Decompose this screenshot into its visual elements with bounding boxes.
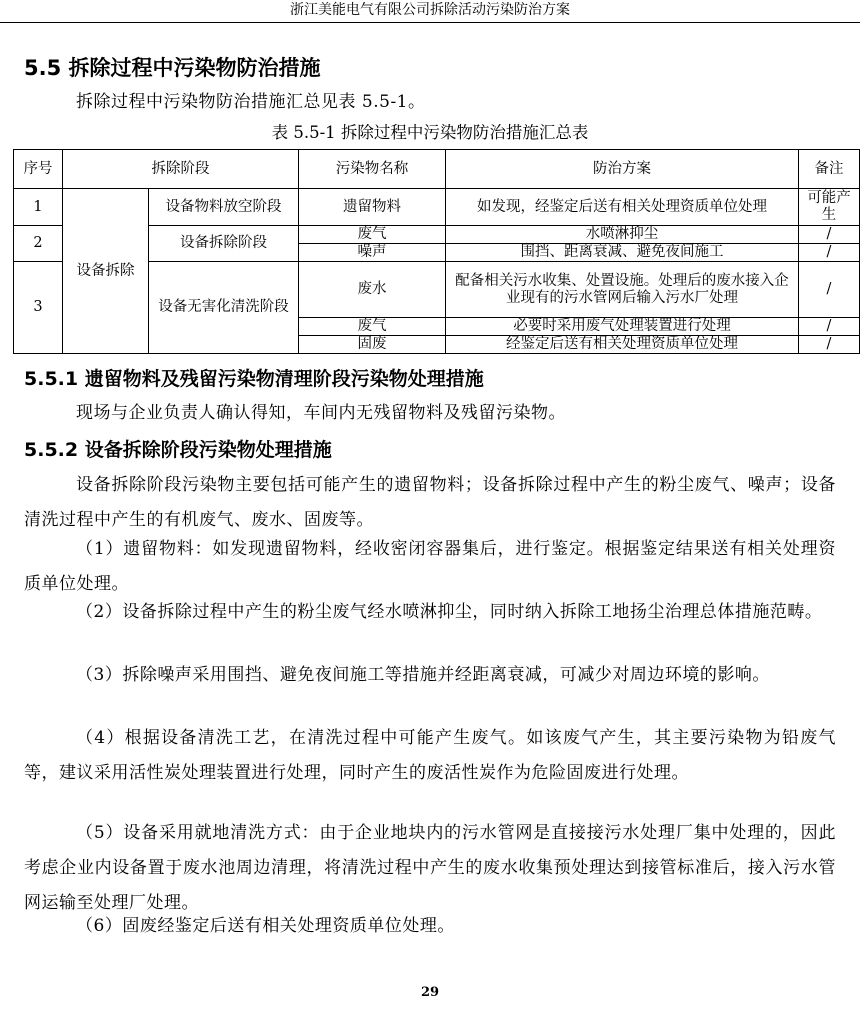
section-intro: 拆除过程中污染物防治措施汇总见表 5.5-1。 bbox=[76, 92, 426, 112]
table-caption: 表 5.5-1 拆除过程中污染物防治措施汇总表 bbox=[271, 123, 589, 142]
header-stage: 拆除阶段 bbox=[63, 150, 299, 189]
cell-plan: 经鉴定后送有相关处理资质单位处理 bbox=[446, 336, 799, 354]
cell-substage: 设备无害化清洗阶段 bbox=[149, 262, 299, 354]
cell-remark: 可能产生 bbox=[799, 189, 860, 226]
cell-remark: / bbox=[799, 226, 860, 244]
cell-remark: / bbox=[799, 244, 860, 262]
cell-plan: 必要时采用废气处理装置进行处理 bbox=[446, 318, 799, 336]
cell-pollutant: 废气 bbox=[299, 226, 446, 244]
paragraph: （3）拆除噪声采用围挡、避免夜间施工等措施并经距离衰减，可减少对周边环境的影响。 bbox=[76, 665, 770, 685]
cell-plan: 围挡、距离衰减、避免夜间施工 bbox=[446, 244, 799, 262]
page-header: 浙江美能电气有限公司拆除活动污染防治方案 bbox=[0, 0, 860, 23]
cell-remark: / bbox=[799, 336, 860, 354]
cell-remark: / bbox=[799, 262, 860, 318]
section-title: 5.5 拆除过程中污染物防治措施 bbox=[24, 56, 321, 80]
cell-no: 3 bbox=[14, 262, 63, 354]
cell-pollutant: 废气 bbox=[299, 318, 446, 336]
paragraph: （5）设备采用就地清洗方式：由于企业地块内的污水管网是直接接污水处理厂集中处理的，因此考虑企业内设备置于废水池周边清理，将清洗过程中产生的废水收集预处理达到接管标准后，接入污水管网运输至处理厂处理。 bbox=[24, 823, 836, 913]
header-pollutant: 污染物名称 bbox=[299, 150, 446, 189]
summary-table bbox=[13, 149, 860, 354]
paragraph: 设备拆除阶段污染物主要包括可能产生的遗留物料；设备拆除过程中产生的粉尘废气、噪声；设备清洗过程中产生的有机废气、废水、固废等。 bbox=[24, 475, 836, 530]
paragraph: 现场与企业负责人确认得知，车间内无残留物料及残留污染物。 bbox=[76, 403, 566, 423]
paragraph: （2）设备拆除过程中产生的粉尘废气经水喷淋抑尘，同时纳入拆除工地扬尘治理总体措施范畴。 bbox=[76, 602, 823, 622]
header-remark: 备注 bbox=[799, 150, 860, 189]
header-plan: 防治方案 bbox=[446, 150, 799, 189]
cell-plan: 水喷淋抑尘 bbox=[446, 226, 799, 244]
cell-substage: 设备拆除阶段 bbox=[149, 226, 299, 262]
paragraph: （1）遗留物料：如发现遗留物料，经收密闭容器集后，进行鉴定。根据鉴定结果送有相关处理资质单位处理。 bbox=[24, 539, 836, 594]
table-header-row bbox=[14, 150, 860, 189]
cell-pollutant: 固废 bbox=[299, 336, 446, 354]
cell-pollutant: 遗留物料 bbox=[299, 189, 446, 226]
cell-no: 2 bbox=[14, 226, 63, 262]
cell-plan: 配备相关污水收集、处置设施。处理后的废水接入企业现有的污水管网后输入污水厂处理 bbox=[446, 262, 799, 318]
paragraph: （4）根据设备清洗工艺，在清洗过程中可能产生废气。如该废气产生，其主要污染物为铅废气等，建议采用活性炭处理装置进行处理，同时产生的废活性炭作为危险固废进行处理。 bbox=[24, 728, 836, 783]
subsection-title: 5.5.2 设备拆除阶段污染物处理措施 bbox=[24, 439, 332, 461]
paragraph: （6）固废经鉴定后送有相关处理资质单位处理。 bbox=[76, 916, 455, 936]
cell-no: 1 bbox=[14, 189, 63, 226]
page-number: 29 bbox=[420, 985, 440, 1000]
cell-substage: 设备物料放空阶段 bbox=[149, 189, 299, 226]
cell-stage-group: 设备拆除 bbox=[63, 189, 149, 354]
subsection-title: 5.5.1 遗留物料及残留污染物清理阶段污染物处理措施 bbox=[24, 368, 484, 390]
table-row bbox=[14, 189, 860, 226]
cell-pollutant: 噪声 bbox=[299, 244, 446, 262]
cell-remark: / bbox=[799, 318, 860, 336]
header-no: 序号 bbox=[14, 150, 63, 189]
cell-plan: 如发现，经鉴定后送有相关处理资质单位处理 bbox=[446, 189, 799, 226]
cell-pollutant: 废水 bbox=[299, 262, 446, 318]
